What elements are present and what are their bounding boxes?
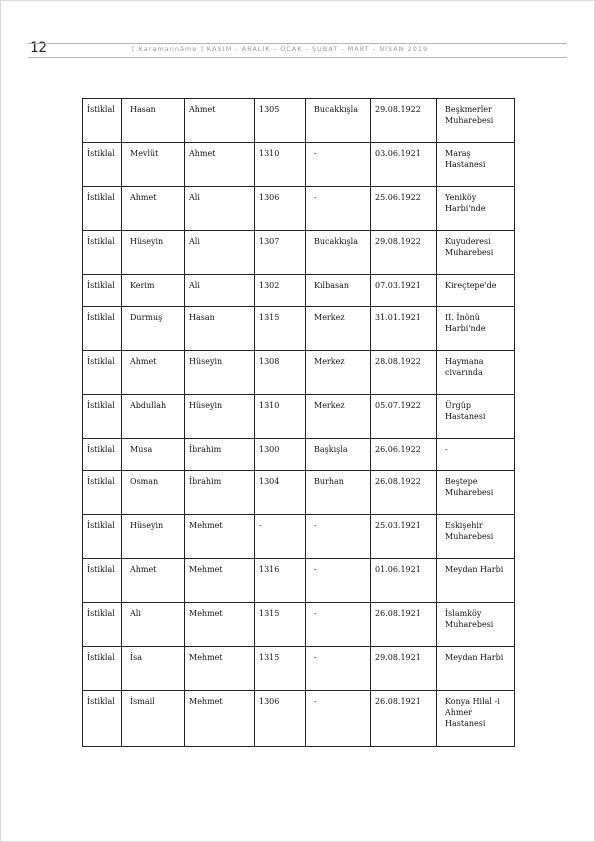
father-name-cell: Ahmet (185, 99, 255, 143)
war-cell: İstiklal (83, 395, 122, 439)
village-cell: Merkez (306, 395, 371, 439)
village-cell: - (306, 143, 371, 187)
death-place-cell: Meydan Harbi (437, 647, 515, 691)
war-cell: İstiklal (83, 351, 122, 395)
name-cell: İsmail (122, 691, 185, 747)
village-cell: Kılbasan (306, 275, 371, 307)
table-row (83, 143, 515, 187)
death-place-cell: Beştepe Muharebesi (437, 471, 515, 515)
name-cell: Hasan (122, 99, 185, 143)
running-title: [ Karamannâme ] KASIM - ARALIK - OCAK - ŞUBAT - MART - NİSAN 2019 (132, 45, 429, 53)
death-place-cell: Kuyuderesi Muharebesi (437, 231, 515, 275)
death-date-cell: 01.06.1921 (371, 559, 437, 603)
birth-year-cell: 1300 (255, 439, 306, 471)
village-cell: - (306, 187, 371, 231)
table-row (83, 691, 515, 747)
birth-year-cell: - (255, 515, 306, 559)
name-cell: Ahmet (122, 187, 185, 231)
war-cell: İstiklal (83, 99, 122, 143)
war-cell: İstiklal (83, 143, 122, 187)
war-cell: İstiklal (83, 275, 122, 307)
war-cell: İstiklal (83, 691, 122, 747)
birth-year-cell: 1315 (255, 647, 306, 691)
war-cell: İstiklal (83, 231, 122, 275)
table-row (83, 275, 515, 307)
name-cell: Ali (122, 603, 185, 647)
birth-year-cell: 1316 (255, 559, 306, 603)
father-name-cell: Ahmet (185, 143, 255, 187)
village-cell: - (306, 515, 371, 559)
war-cell: İstiklal (83, 471, 122, 515)
death-place-cell: Haymana civarında (437, 351, 515, 395)
table-row (83, 307, 515, 351)
name-cell: Kerim (122, 275, 185, 307)
father-name-cell: Ali (185, 275, 255, 307)
death-place-cell: Kireçtepe'de (437, 275, 515, 307)
table-row (83, 99, 515, 143)
war-cell: İstiklal (83, 307, 122, 351)
death-place-cell: İslamköy Muharebesi (437, 603, 515, 647)
header-rule-bottom (28, 57, 567, 58)
death-place-cell: Konya Hilal -i Ahmer Hastanesi (437, 691, 515, 747)
death-place-cell: II. İnönü Harbi'nde (437, 307, 515, 351)
name-cell: Osman (122, 471, 185, 515)
village-cell: Merkez (306, 307, 371, 351)
village-cell: Merkez (306, 351, 371, 395)
header-rule-top (28, 43, 567, 44)
village-cell: Bucakkışla (306, 99, 371, 143)
father-name-cell: Hüseyin (185, 395, 255, 439)
father-name-cell: Hasan (185, 307, 255, 351)
death-date-cell: 31.01.1921 (371, 307, 437, 351)
death-date-cell: 28.08.1922 (371, 351, 437, 395)
village-cell: - (306, 603, 371, 647)
name-cell: Ahmet (122, 351, 185, 395)
death-date-cell: 25.06.1922 (371, 187, 437, 231)
records-table (82, 98, 515, 747)
table-row (83, 603, 515, 647)
table-row (83, 231, 515, 275)
death-date-cell: 26.06.1922 (371, 439, 437, 471)
father-name-cell: Mehmet (185, 603, 255, 647)
name-cell: Hüseyin (122, 231, 185, 275)
death-date-cell: 26.08.1922 (371, 471, 437, 515)
village-cell: Başkışla (306, 439, 371, 471)
table-row (83, 471, 515, 515)
table-row (83, 559, 515, 603)
name-cell: Musa (122, 439, 185, 471)
village-cell: - (306, 559, 371, 603)
name-cell: Durmuş (122, 307, 185, 351)
table-row (83, 439, 515, 471)
death-date-cell: 25.03.1921 (371, 515, 437, 559)
birth-year-cell: 1315 (255, 603, 306, 647)
table-row (83, 647, 515, 691)
birth-year-cell: 1306 (255, 187, 306, 231)
death-place-cell: Ürgüp Hastanesi (437, 395, 515, 439)
death-place-cell: Yeniköy Harbi'nde (437, 187, 515, 231)
records-table-body (83, 99, 515, 747)
death-date-cell: 29.08.1922 (371, 99, 437, 143)
death-place-cell: Beşkmerler Muharebesi (437, 99, 515, 143)
death-date-cell: 29.08.1922 (371, 231, 437, 275)
village-cell: Burhan (306, 471, 371, 515)
name-cell: İsa (122, 647, 185, 691)
war-cell: İstiklal (83, 515, 122, 559)
page-number: 12 (30, 40, 47, 56)
birth-year-cell: 1306 (255, 691, 306, 747)
war-cell: İstiklal (83, 603, 122, 647)
death-place-cell: Meydan Harbi (437, 559, 515, 603)
birth-year-cell: 1308 (255, 351, 306, 395)
father-name-cell: Mehmet (185, 647, 255, 691)
name-cell: Abdullah (122, 395, 185, 439)
father-name-cell: İbrahim (185, 439, 255, 471)
table-row (83, 351, 515, 395)
name-cell: Mevlüt (122, 143, 185, 187)
father-name-cell: Hüseyin (185, 351, 255, 395)
birth-year-cell: 1310 (255, 143, 306, 187)
village-cell: - (306, 647, 371, 691)
war-cell: İstiklal (83, 559, 122, 603)
death-place-cell: Eskişehir Muharebesi (437, 515, 515, 559)
birth-year-cell: 1305 (255, 99, 306, 143)
table-row (83, 515, 515, 559)
father-name-cell: İbrahim (185, 471, 255, 515)
death-date-cell: 05.07.1922 (371, 395, 437, 439)
village-cell: - (306, 691, 371, 747)
death-date-cell: 29.08.1921 (371, 647, 437, 691)
father-name-cell: Ali (185, 231, 255, 275)
death-date-cell: 26.08.1921 (371, 691, 437, 747)
war-cell: İstiklal (83, 439, 122, 471)
table-row (83, 187, 515, 231)
birth-year-cell: 1302 (255, 275, 306, 307)
father-name-cell: Ali (185, 187, 255, 231)
death-date-cell: 03.06.1921 (371, 143, 437, 187)
war-cell: İstiklal (83, 187, 122, 231)
birth-year-cell: 1307 (255, 231, 306, 275)
table-row (83, 395, 515, 439)
father-name-cell: Mehmet (185, 691, 255, 747)
birth-year-cell: 1315 (255, 307, 306, 351)
death-place-cell: Maraş Hastanesi (437, 143, 515, 187)
birth-year-cell: 1310 (255, 395, 306, 439)
village-cell: Bucakkışla (306, 231, 371, 275)
father-name-cell: Mehmet (185, 515, 255, 559)
death-date-cell: 07.03.1921 (371, 275, 437, 307)
birth-year-cell: 1304 (255, 471, 306, 515)
name-cell: Hüseyin (122, 515, 185, 559)
name-cell: Ahmet (122, 559, 185, 603)
war-cell: İstiklal (83, 647, 122, 691)
father-name-cell: Mehmet (185, 559, 255, 603)
death-place-cell: - (437, 439, 515, 471)
death-date-cell: 26.08.1921 (371, 603, 437, 647)
